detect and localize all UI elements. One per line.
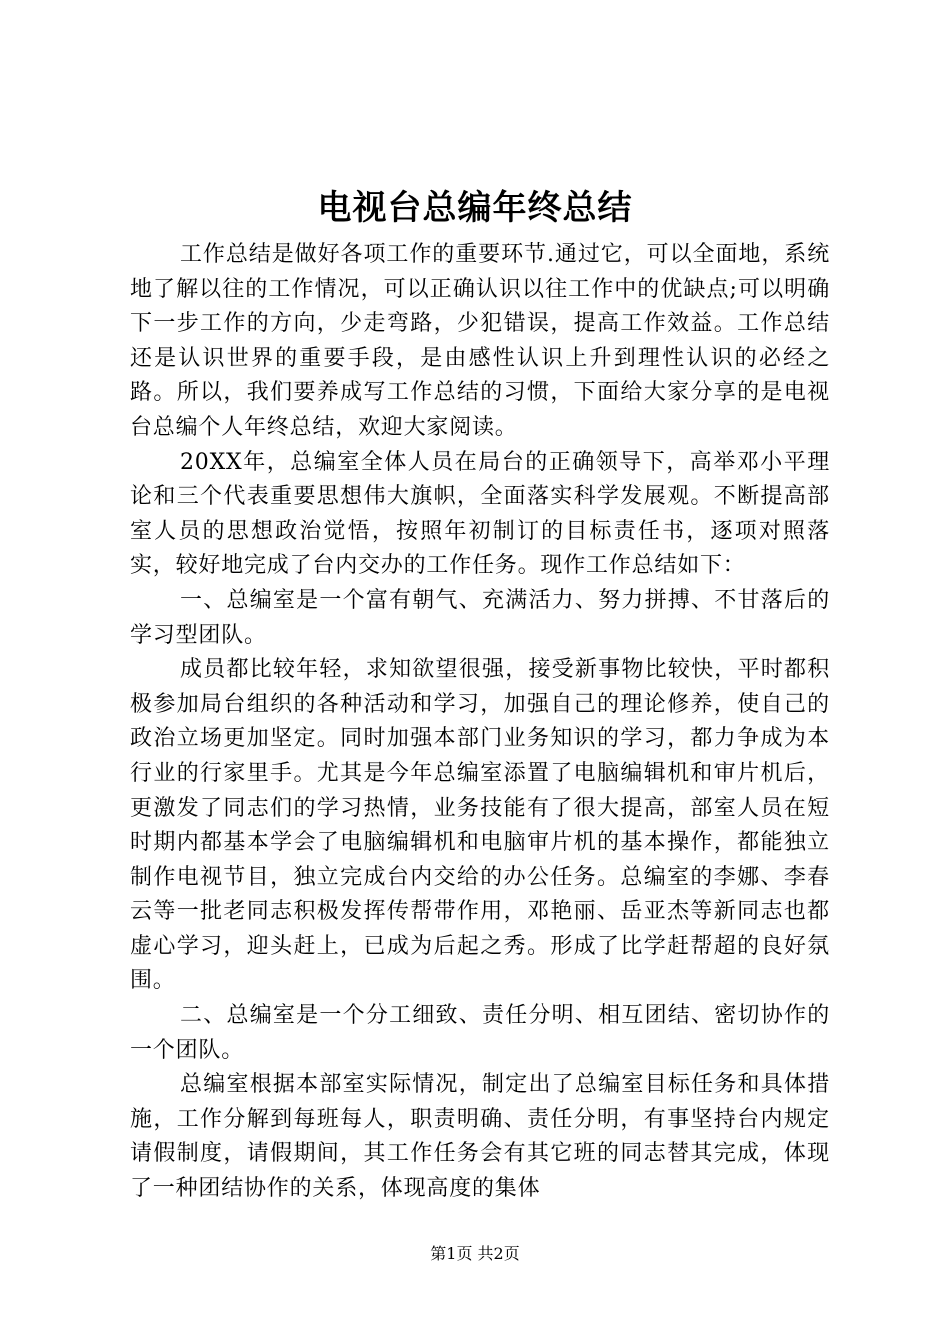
document-body — [130, 238, 830, 1207]
paragraph-section-one-body: 成员都比较年轻，求知欲望很强，接受新事物比较快，平时都积极参加局台组织的各种活动和学习，加强自己的理论修养，使自己的政治立场更加坚定。同时加强本部门业务知识的学习，都力争成为本行业的行家里手。尤其是今年总编室添置了电脑编辑机和审片机后，更激发了同志们的学习热情，业务技能有了很大提高，部室人员在短时期内都基本学会了电脑编辑机和电脑审片机的基本操作，都能独立制作电视节目，独立完成台内交给的办公任务。总编室的李娜、李春云等一批老同志积极发挥传帮带作用，邓艳丽、岳亚杰等新同志也都虚心学习，迎头赶上，已成为后起之秀。形成了比学赶帮超的良好氛围。 — [130, 657, 830, 994]
paragraph-overview: 20XX年，总编室全体人员在局台的正确领导下，高举邓小平理论和三个代表重要思想伟大旗帜，全面落实科学发展观。不断提高部室人员的思想政治觉悟，按照年初制订的目标责任书，逐项对照落实，较好地完成了台内交办的工作任务。现作工作总结如下： — [130, 449, 830, 579]
page-footer: 第1页 共2页 — [430, 1244, 520, 1263]
paragraph-section-two-body: 总编室根据本部室实际情况，制定出了总编室目标任务和具体措施，工作分解到每班每人，职责明确、责任分明，有事坚持台内规定请假制度，请假期间，其工作任务会有其它班的同志替其完成，体现了一种团结协作的关系，体现高度的集体 — [130, 1072, 830, 1202]
paragraph-intro: 工作总结是做好各项工作的重要环节.通过它，可以全面地，系统地了解以往的工作情况，可以正确认识以往工作中的优缺点;可以明确下一步工作的方向，少走弯路，少犯错误，提高工作效益。工作总结还是认识世界的重要手段，是由感性认识上升到理性认识的必经之路。所以，我们要养成写工作总结的习惯，下面给大家分享的是电视台总编个人年终总结，欢迎大家阅读。 — [130, 242, 830, 440]
paragraph-section-one-heading: 一、总编室是一个富有朝气、充满活力、努力拼搏、不甘落后的学习型团队。 — [130, 587, 830, 648]
document-title: 电视台总编年终总结 — [317, 188, 633, 228]
paragraph-section-two-heading: 二、总编室是一个分工细致、责任分明、相互团结、密切协作的一个团队。 — [130, 1003, 830, 1063]
